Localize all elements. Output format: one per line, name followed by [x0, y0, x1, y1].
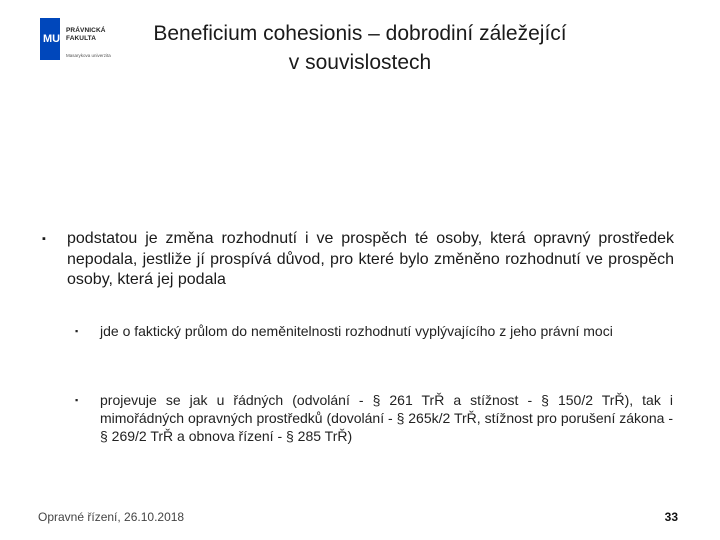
logo-subtitle: Masarykova univerzita [66, 53, 111, 58]
main-bullet-text: podstatou je změna rozhodnutí i ve prospěch té osoby, která opravný prostředek nepodala, jestliže jí prospívá důvod, pro které bylo změněno rozhodnutí ve prospěch osoby, která jej podala [67, 230, 674, 288]
slide-title [110, 19, 610, 77]
page-number: 33 [664, 510, 678, 524]
slide-title-line1: Beneficium cohesionis – dobrodiní záležející [153, 22, 567, 45]
bullet-marker-icon: ▪ [75, 395, 79, 405]
sub-bullet [75, 322, 673, 340]
sub-bullet-text: projevuje se jak u řádných (odvolání - § 261 TrŘ a stížnost - § 150/2 TrŘ), tak i mimořádných opravných prostředků (dovolání - § 265k/2 TrŘ, stížnost pro porušení zákona - § 269/2 TrŘ a obnova řízení - § 285 TrŘ) [100, 392, 673, 444]
bullet-marker-icon: ▪ [75, 326, 79, 336]
sub-bullet [75, 391, 673, 445]
sub-bullet-text: jde o faktický průlom do neměnitelnosti rozhodnutí vyplývajícího z jeho právní moci [100, 323, 613, 339]
university-emblem-icon [40, 18, 60, 60]
logo-name [66, 27, 106, 43]
logo-line2: FAKULTA [66, 35, 97, 42]
footer-caption: Opravné řízení, 26.10.2018 [38, 510, 185, 524]
bullet-marker-icon: ▪ [42, 233, 46, 245]
main-bullet [42, 229, 674, 291]
logo-glyph: MU [43, 33, 61, 45]
logo-line1: PRÁVNICKÁ [66, 27, 106, 34]
slide-title-line2: v souvislostech [288, 51, 432, 74]
